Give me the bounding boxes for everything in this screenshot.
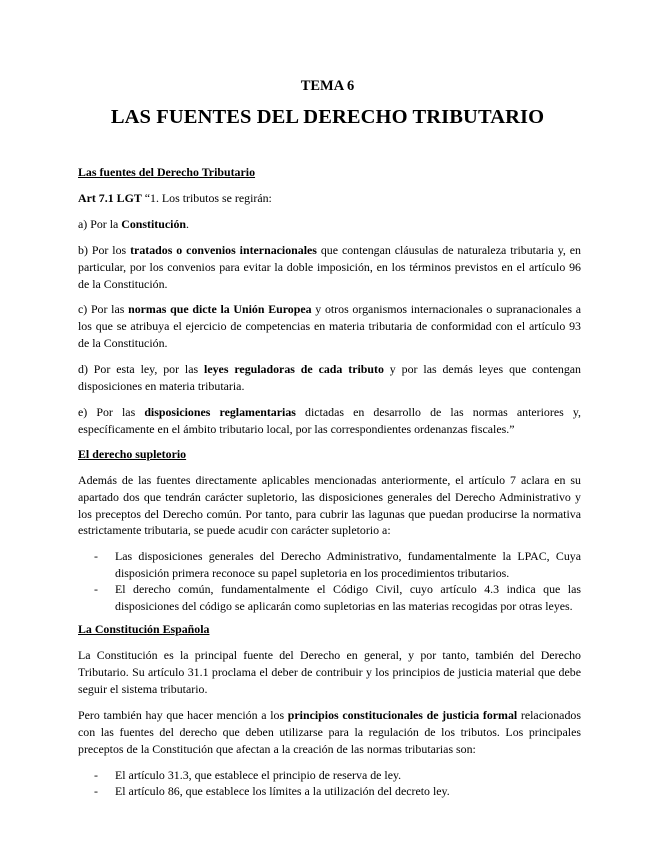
item-d — [78, 361, 581, 395]
item-e-bold: disposiciones reglamentarias — [144, 404, 296, 419]
document-body — [78, 164, 581, 807]
item-d-pre: d) Por esta ley, por las — [78, 362, 205, 377]
section-heading-fuentes: Las fuentes del Derecho Tributario — [78, 165, 256, 179]
article-intro — [78, 190, 581, 207]
constitucion-list — [78, 767, 581, 800]
item-b-bold: tratados o convenios internacionales — [130, 242, 317, 257]
supletorio-list — [78, 548, 581, 614]
article-ref: Art 7.1 LGT — [78, 190, 142, 205]
bullet-dash: - — [94, 582, 98, 597]
p2-post: relacionados con las fuentes del derecho que deben utilizarse para la regulación de los tributos. Los principales preceptos de la Constitución que afectan a la creación de las normas tributarias son: — [78, 707, 581, 756]
list-item-text: El derecho común, fundamentalmente el Código Civil, cuyo artículo 4.3 indica que las disposiciones del código se aplicarán como supletorias en las materias recogidas por otras leyes. — [115, 582, 581, 613]
bullet-dash: - — [94, 767, 98, 782]
list-item — [78, 767, 581, 784]
list-item — [78, 548, 581, 581]
item-c — [78, 301, 581, 352]
supletorio-paragraph: Además de las fuentes directamente aplicables mencionadas anteriormente, el artículo 7 aclara en su apartado dos que tendrán carácter supletorio, las disposiciones generales del Derecho Administrativo y los preceptos del Derecho común. Por tanto, para cubrir las lagunas que puedan producirse la normativa estrictamente tributaria, se puede acudir con carácter supletorio a: — [78, 472, 581, 538]
list-item-text: El artículo 86, que establece los límites a la utilización del decreto ley. — [115, 784, 450, 799]
section-heading-supletorio: El derecho supletorio — [78, 446, 187, 461]
list-item-text: El artículo 31.3, que establece el principio de reserva de ley. — [115, 767, 402, 782]
item-c-pre: c) Por las — [78, 302, 129, 317]
item-a-post: . — [186, 216, 189, 231]
item-e — [78, 404, 581, 438]
bullet-dash: - — [94, 549, 98, 564]
item-e-post: dictadas en desarrollo de las normas anteriores y, específicamente en el ámbito tributario local, por las correspondientes ordenanzas fiscales.” — [78, 404, 581, 436]
item-c-bold: normas que dicte la Unión Europea — [128, 302, 312, 317]
item-d-post: y por las demás leyes que contengan disposiciones en materia tributaria. — [78, 362, 581, 394]
constitucion-paragraph-2 — [78, 707, 581, 758]
constitucion-paragraph-1: La Constitución es la principal fuente del Derecho en general, y por tanto, también del Derecho Tributario. Su artículo 31.1 proclama el deber de contribuir y los principios de justicia material que debe seguir el sistema tributario. — [78, 648, 581, 697]
item-b — [78, 242, 581, 293]
bullet-dash: - — [94, 784, 98, 799]
p2-bold: principios constitucionales de justicia formal — [287, 707, 518, 722]
p2-pre: Pero también hay que hacer mención a los — [78, 707, 288, 722]
page-title: LAS FUENTES DEL DERECHO TRIBUTARIO — [110, 106, 545, 128]
item-b-pre: b) Por los — [78, 242, 131, 257]
item-b-post: que contengan cláusulas de naturaleza tributaria y, en particular, por los convenios para evitar la doble imposición, en los términos previstos en el artículo 96 de la Constitución. — [78, 242, 582, 291]
item-e-pre: e) Por las — [78, 404, 145, 419]
item-a — [78, 216, 581, 233]
item-d-bold: leyes reguladoras de cada tributo — [204, 362, 384, 377]
list-item-text: Las disposiciones generales del Derecho Administrativo, fundamentalmente la LPAC, Cuya disposición primera reconoce su papel supletoria en los procedimientos tributarios. — [115, 549, 581, 580]
item-a-bold: Constitución — [121, 216, 187, 231]
chapter-number: TEMA 6 — [300, 78, 355, 94]
list-item — [78, 581, 581, 614]
item-a-pre: a) Por la — [78, 216, 122, 231]
section-heading-constitucion: La Constitución Española — [78, 622, 210, 637]
list-item — [78, 783, 581, 800]
article-intro-text: “1. Los tributos se regirán: — [141, 190, 272, 205]
item-c-post: y otros organismos internacionales o supranacionales a los que se atribuya el ejercicio de competencias en materia tributaria de conformidad con el artículo 93 de la Constitución. — [78, 302, 581, 351]
